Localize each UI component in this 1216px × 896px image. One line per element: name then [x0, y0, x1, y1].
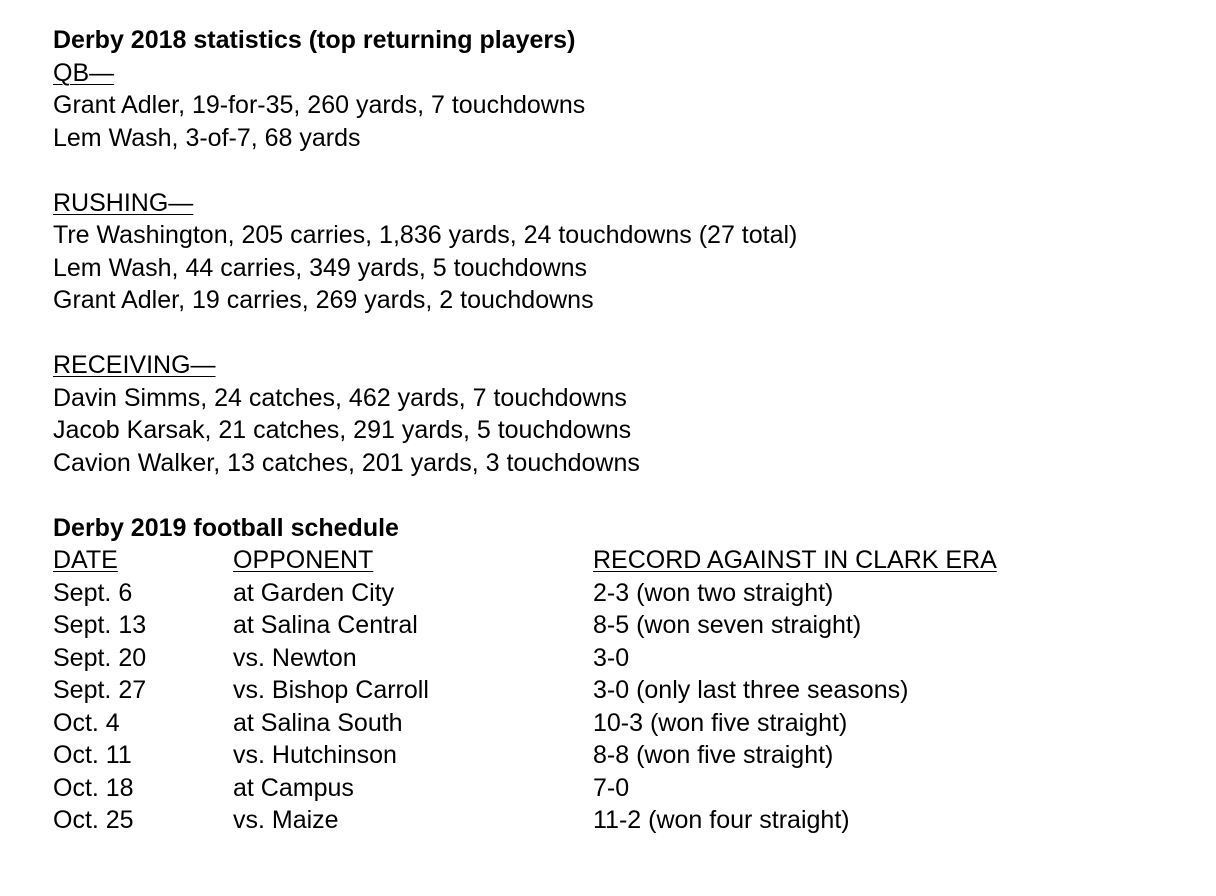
game-opponent: at Campus	[233, 773, 354, 802]
document	[53, 24, 1193, 837]
schedule-row	[53, 674, 1193, 707]
stats-title: Derby 2018 statistics (top returning players)	[53, 26, 576, 54]
section-heading-label: RECEIVING—	[53, 351, 216, 379]
game-record: 8-5 (won seven straight)	[593, 611, 862, 639]
game-record: 7-0	[593, 773, 630, 802]
column-header-date: DATE	[53, 546, 118, 574]
stat-line: Lem Wash, 3-of-7, 68 yards	[53, 123, 361, 152]
game-record: 8-8 (won five straight)	[593, 741, 834, 769]
stat-line: Davin Simms, 24 catches, 462 yards, 7 touchdowns	[53, 383, 627, 412]
stat-line: Jacob Karsak, 21 catches, 291 yards, 5 touchdowns	[53, 416, 632, 444]
section-heading-qb	[53, 57, 1193, 90]
game-opponent: vs. Bishop Carroll	[233, 676, 429, 704]
game-date: Sept. 20	[53, 643, 147, 672]
section-heading-label: RUSHING—	[53, 188, 194, 217]
schedule-row	[53, 772, 1193, 805]
stat-line: Grant Adler, 19 carries, 269 yards, 2 touchdowns	[53, 286, 594, 314]
game-record: 3-0 (only last three seasons)	[593, 676, 909, 704]
game-record: 2-3 (won two straight)	[593, 578, 834, 607]
game-record: 3-0	[593, 643, 630, 672]
game-date: Sept. 27	[53, 676, 147, 704]
spacer	[53, 317, 1193, 350]
game-record: 11-2 (won four straight)	[593, 806, 850, 834]
game-date: Sept. 13	[53, 611, 147, 639]
game-opponent: at Salina Central	[233, 611, 418, 639]
schedule-row	[53, 609, 1193, 642]
stat-line: Lem Wash, 44 carries, 349 yards, 5 touchdowns	[53, 253, 588, 282]
game-date: Oct. 11	[53, 741, 132, 769]
stat-line: Tre Washington, 205 carries, 1,836 yards, 24 touchdowns (27 total)	[53, 221, 798, 249]
game-opponent: at Salina South	[233, 708, 403, 737]
section-heading-rushing	[53, 187, 1193, 220]
game-opponent: vs. Newton	[233, 643, 357, 672]
game-opponent: at Garden City	[233, 578, 395, 607]
schedule-row	[53, 577, 1193, 610]
game-date: Oct. 4	[53, 708, 120, 737]
schedule-row	[53, 642, 1193, 675]
schedule-row	[53, 707, 1193, 740]
column-header-record: RECORD AGAINST IN CLARK ERA	[593, 546, 997, 574]
game-opponent: vs. Maize	[233, 806, 339, 834]
game-date: Sept. 6	[53, 578, 133, 607]
schedule-title: Derby 2019 football schedule	[53, 513, 399, 542]
game-date: Oct. 18	[53, 773, 134, 802]
schedule-row	[53, 739, 1193, 772]
column-header-opponent: OPPONENT	[233, 546, 374, 574]
game-record: 10-3 (won five straight)	[593, 708, 848, 737]
schedule-row	[53, 804, 1193, 837]
game-date: Oct. 25	[53, 806, 134, 834]
section-heading-receiving	[53, 349, 1193, 382]
spacer	[53, 479, 1193, 512]
stat-line: Grant Adler, 19-for-35, 260 yards, 7 touchdowns	[53, 91, 586, 119]
schedule-header-row	[53, 544, 1193, 577]
spacer	[53, 154, 1193, 187]
section-heading-label: QB—	[53, 58, 115, 87]
stat-line: Cavion Walker, 13 catches, 201 yards, 3 touchdowns	[53, 448, 640, 477]
game-opponent: vs. Hutchinson	[233, 741, 397, 769]
